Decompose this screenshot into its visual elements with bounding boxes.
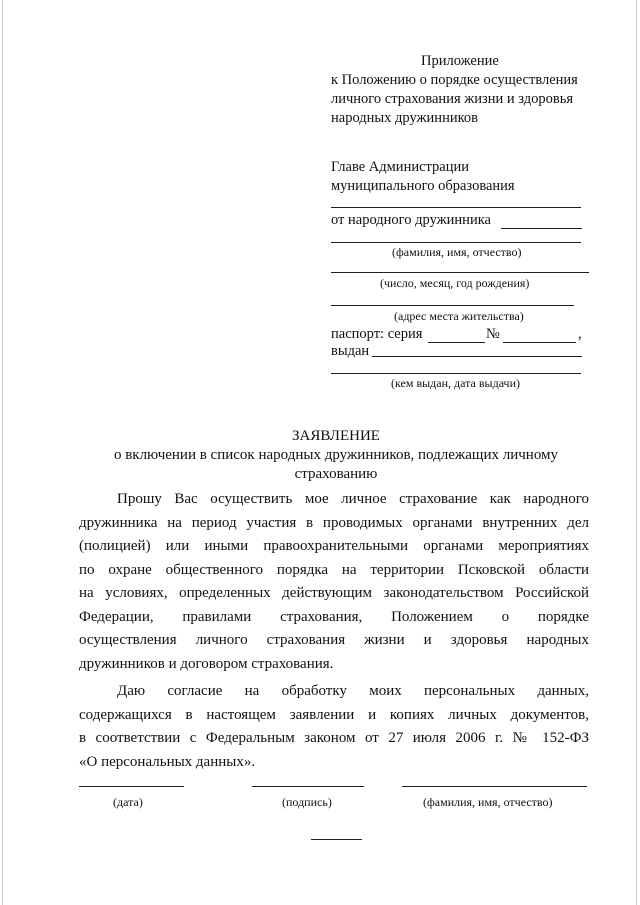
date-blank[interactable] [79,786,184,787]
appendix-title: Приложение [421,53,499,69]
paragraph-request [79,488,589,676]
appendix-line-1: к Положению о порядке осуществления [331,72,578,88]
appendix-line-3: народных дружинников [331,110,478,126]
statement-subtitle-1: о включении в список народных дружинников, подлежащих личному [113,447,559,463]
p1-line-7: осуществления личного страхования жизни и здоровья народных [79,632,589,648]
p1-line-1: Прошу Вас осуществить мое личное страхование как народного [117,491,589,507]
passport-number-sign: № [486,326,500,342]
fio-blank[interactable] [331,242,581,243]
p2-line-4: «О персональных данных». [79,753,256,770]
signer-fio-blank[interactable] [402,786,587,787]
address-blank[interactable] [331,305,574,306]
p2-line-3: в соответствии с Федеральным законом от 27 июля 2006 г. № 152-ФЗ [79,730,589,746]
p1-line-8: дружинников и договором страхования. [79,655,334,672]
signature-caption: (подпись) [282,795,332,809]
municipality-blank[interactable] [331,207,581,208]
statement-subtitle-2: страхованию [294,466,378,482]
dob-blank[interactable] [331,272,589,273]
passport-series-blank[interactable] [428,342,485,343]
p1-line-4: по охране общественного порядка на территории Псковской области [79,561,589,578]
issued-blank[interactable] [372,356,582,357]
p1-line-6: Федерации, правилами страхования, Положением о порядке [79,608,589,625]
p2-line-1: Даю согласие на обработку моих персональных данных, [117,683,589,699]
p1-line-5: на условиях, определенных действующим законодательством Российской [79,585,589,601]
addressee-line-1: Главе Администрации [331,159,470,175]
p1-line-3: (полицией) или иными правоохранительными органами мероприятиях [79,538,589,554]
fio-caption: (фамилия, имя, отчество) [392,245,522,259]
passport-series-label: паспорт: серия [331,326,423,342]
dob-caption: (число, месяц, год рождения) [380,276,530,290]
issued-label: выдан [331,343,370,359]
p1-line-2: дружинника на период участия в проводимых органами внутренних дел [79,514,589,531]
from-label: от народного дружинника [331,212,491,228]
issued-by-blank[interactable] [331,373,581,374]
appendix-line-2: личного страхования жизни и здоровья [331,91,574,107]
signature-blank[interactable] [252,786,364,787]
from-name-blank[interactable] [501,228,582,229]
passport-number-blank[interactable] [503,342,576,343]
addressee-line-2: муниципального образования [331,178,515,194]
statement-title: ЗАЯВЛЕНИЕ [292,428,380,444]
address-caption: (адрес места жительства) [394,309,524,323]
passport-comma: , [578,326,582,342]
p2-line-2: содержащихся в настоящем заявлении и копиях личных документов, [79,706,589,723]
signer-fio-caption: (фамилия, имя, отчество) [423,795,553,809]
issued-caption: (кем выдан, дата выдачи) [391,376,520,390]
date-caption: (дата) [113,795,143,809]
closing-divider [311,839,362,840]
paragraph-consent [79,680,589,774]
